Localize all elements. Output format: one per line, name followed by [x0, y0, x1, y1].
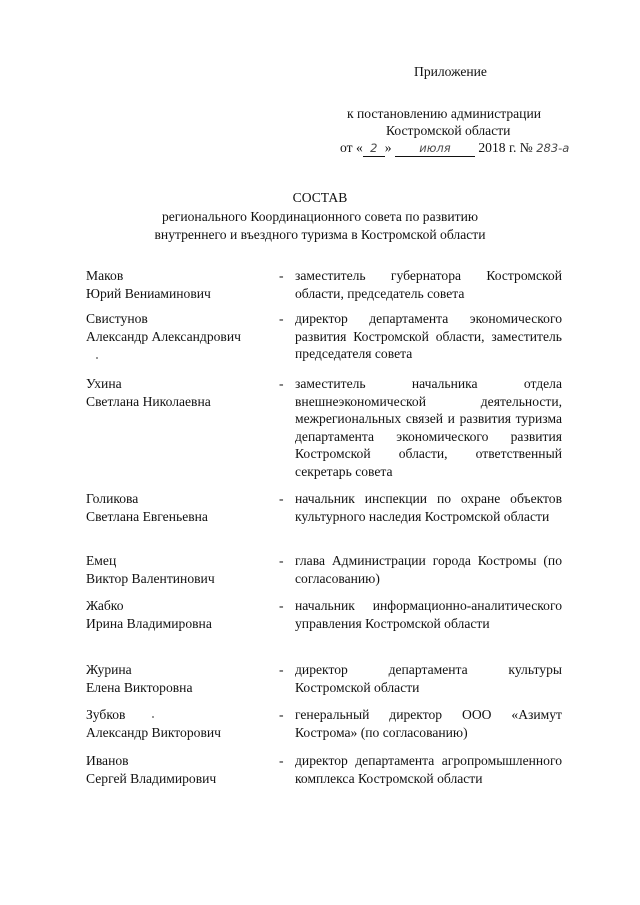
- member-name: [86, 661, 276, 696]
- member-role: заместитель губернатора Костромской области, председатель совета: [295, 268, 562, 301]
- member-role: директор департамента агропромышленного комплекса Костромской области: [295, 753, 562, 786]
- member-dash: -: [279, 553, 284, 568]
- member-given-names: Светлана Николаевна: [86, 393, 211, 409]
- member-role: заместитель начальника отдела внешнеэкономической деятельности, межрегиональных связей и развития туризма департамента экономического развития Костромской области, ответственный секретарь совета: [295, 376, 562, 479]
- date-month-handwritten: июля: [395, 141, 475, 157]
- member-given-names: Елена Викторовна: [86, 679, 193, 695]
- member-given-names: Виктор Валентинович: [86, 570, 215, 586]
- member-surname: Журина: [86, 662, 132, 677]
- annex-region: Костромской области: [386, 123, 511, 138]
- member-surname: Зубков: [86, 707, 126, 722]
- member-dash: -: [279, 662, 284, 677]
- member-dash: -: [279, 376, 284, 391]
- member-surname: Емец: [86, 553, 117, 568]
- heading-title: СОСТАВ: [292, 190, 348, 205]
- member-role: начальник инспекции по охране объектов культурного наследия Костромской области: [295, 491, 562, 524]
- date-year: 2018 г. №: [478, 140, 533, 155]
- member-dash: -: [279, 268, 284, 283]
- heading-line-1: регионального Координационного совета по развитию: [161, 208, 479, 224]
- member-surname: Свистунов: [86, 311, 148, 326]
- member-dash: -: [279, 598, 284, 613]
- member-dash: -: [279, 311, 284, 326]
- member-given-names: Сергей Владимирович: [86, 770, 217, 786]
- member-role: начальник информационно-аналитического управления Костромской области: [295, 598, 562, 631]
- member-surname: Голикова: [86, 491, 139, 506]
- member-given-names: Юрий Вениаминович: [86, 285, 211, 301]
- member-given-names: Ирина Владимировна: [86, 615, 212, 631]
- heading-line-2: внутреннего и въездного туризма в Костромской области: [154, 227, 486, 242]
- member-surname: Жабко: [86, 598, 124, 613]
- member-name: [86, 490, 276, 525]
- member-name: [86, 310, 276, 345]
- member-name: [86, 552, 276, 587]
- member-dash: -: [279, 707, 284, 722]
- decree-number-handwritten: 283-а: [536, 141, 570, 155]
- annex-title: Приложение: [414, 64, 487, 79]
- member-surname: Иванов: [86, 753, 129, 768]
- member-given-names: Александр Александрович: [86, 328, 241, 344]
- member-role: директор департамента культуры Костромской области: [295, 662, 562, 695]
- member-name: [86, 752, 276, 787]
- member-role: директор департамента экономического развития Костромской области, заместитель председателя совета: [295, 311, 562, 361]
- member-surname: Маков: [86, 268, 124, 283]
- member-name: [86, 597, 276, 632]
- member-dash: -: [279, 753, 284, 768]
- member-role: глава Администрации города Костромы (по согласованию): [295, 553, 562, 586]
- scan-speck: [96, 357, 98, 359]
- annex-date-line: [340, 139, 570, 157]
- date-prefix: от «: [340, 140, 363, 155]
- member-surname: Ухина: [86, 376, 122, 391]
- member-name: [86, 706, 276, 741]
- date-day-handwritten: 2: [363, 141, 385, 157]
- annex-reference: к постановлению администрации: [347, 106, 541, 121]
- scan-speck: [152, 716, 154, 718]
- member-role: генеральный директор ООО «Азимут Кострома» (по согласованию): [295, 707, 562, 740]
- member-given-names: Светлана Евгеньевна: [86, 508, 208, 524]
- member-given-names: Александр Викторович: [86, 724, 221, 740]
- document-heading: [60, 189, 580, 245]
- member-dash: -: [279, 491, 284, 506]
- date-mid: »: [384, 140, 392, 155]
- member-name: [86, 267, 276, 302]
- member-name: [86, 375, 276, 410]
